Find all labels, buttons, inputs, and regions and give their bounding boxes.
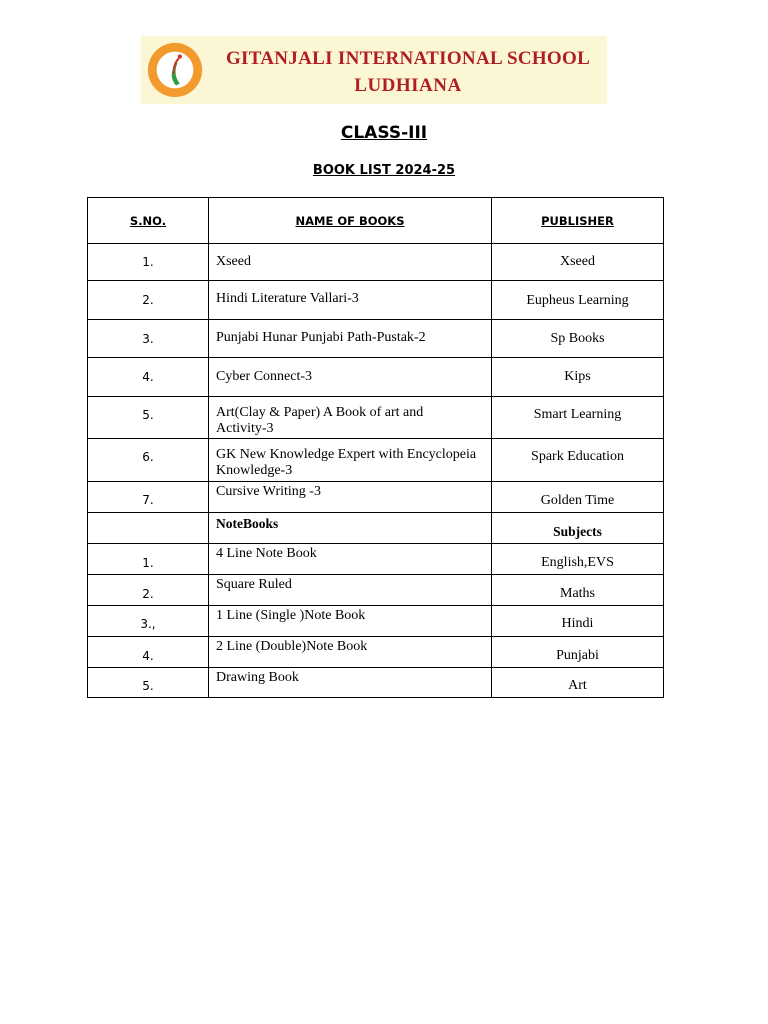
notebook-subject: English,EVS [541, 555, 614, 570]
notebook-name: 1 Line (Single )Note Book [216, 608, 366, 623]
notebook-name: 2 Line (Double)Note Book [216, 639, 368, 654]
notebook-subject: Hindi [561, 616, 594, 631]
table-row [87, 281, 664, 320]
book-list-table [87, 197, 664, 698]
book-publisher: Sp Books [550, 331, 605, 346]
notebook-subject: Punjabi [556, 648, 599, 663]
column-header-books: NAME OF BOOKS [209, 198, 492, 243]
book-publisher: Golden Time [540, 493, 615, 508]
book-name-line1: Art(Clay & Paper) A Book of art and [216, 405, 424, 420]
table-row [87, 439, 664, 482]
notebook-name: 4 Line Note Book [216, 546, 317, 561]
notebook-name: Drawing Book [216, 670, 299, 685]
row-sno: 7. [142, 493, 154, 507]
column-header-sno: S.NO. [88, 198, 209, 243]
book-name: Cursive Writing -3 [216, 484, 321, 499]
row-sno: 3. [142, 332, 154, 346]
book-name: Punjabi Hunar Punjabi Path-Pustak-2 [216, 330, 426, 345]
book-publisher: Smart Learning [533, 407, 622, 422]
row-sno: 2. [142, 293, 154, 307]
column-header-publisher: PUBLISHER [541, 213, 614, 228]
row-sno: 1. [142, 255, 154, 269]
book-name: Hindi Literature Vallari-3 [216, 291, 359, 306]
table-row [87, 320, 664, 358]
book-publisher: Eupheus Learning [526, 293, 629, 308]
table-row [87, 544, 664, 575]
class-title: CLASS-III [340, 123, 428, 143]
notebook-name: Square Ruled [216, 577, 292, 592]
school-logo-icon [146, 41, 204, 99]
row-sno: 5. [142, 408, 154, 422]
table-row [87, 482, 664, 513]
table-row [87, 397, 664, 439]
book-publisher: Kips [564, 369, 591, 384]
school-name: GITANJALI INTERNATIONAL SCHOOL [225, 48, 591, 69]
book-list-title: BOOK LIST 2024-25 [312, 163, 456, 178]
table-row [87, 606, 664, 637]
book-name: Xseed [216, 254, 251, 269]
book-name-line2: Activity-3 [216, 421, 274, 436]
table-row [87, 668, 664, 698]
row-sno: 3., [140, 617, 156, 631]
row-sno: 4. [142, 649, 154, 663]
notebook-subject: Maths [560, 586, 595, 601]
school-city: LUDHIANA [354, 75, 462, 96]
row-sno: 1. [142, 556, 154, 570]
notebook-subject: Art [568, 678, 587, 693]
notebooks-heading: NoteBooks [216, 516, 279, 531]
row-sno: 4. [142, 370, 154, 384]
book-name-line1: GK New Knowledge Expert with Encyclopeia [216, 447, 477, 462]
row-sno: 2. [142, 587, 154, 601]
table-row [87, 244, 664, 281]
school-header-banner [141, 36, 607, 104]
table-row [87, 637, 664, 668]
subjects-heading: Subjects [553, 524, 602, 539]
book-publisher: Spark Education [531, 449, 624, 464]
book-publisher: Xseed [560, 254, 595, 269]
notebooks-heading-row [87, 513, 664, 544]
row-sno: 5. [142, 679, 154, 693]
book-name: Cyber Connect-3 [216, 369, 313, 384]
table-header-row [87, 197, 664, 244]
row-sno: 6. [142, 450, 154, 464]
book-name-line2: Knowledge-3 [216, 463, 293, 478]
table-row [87, 358, 664, 397]
table-row [87, 575, 664, 606]
